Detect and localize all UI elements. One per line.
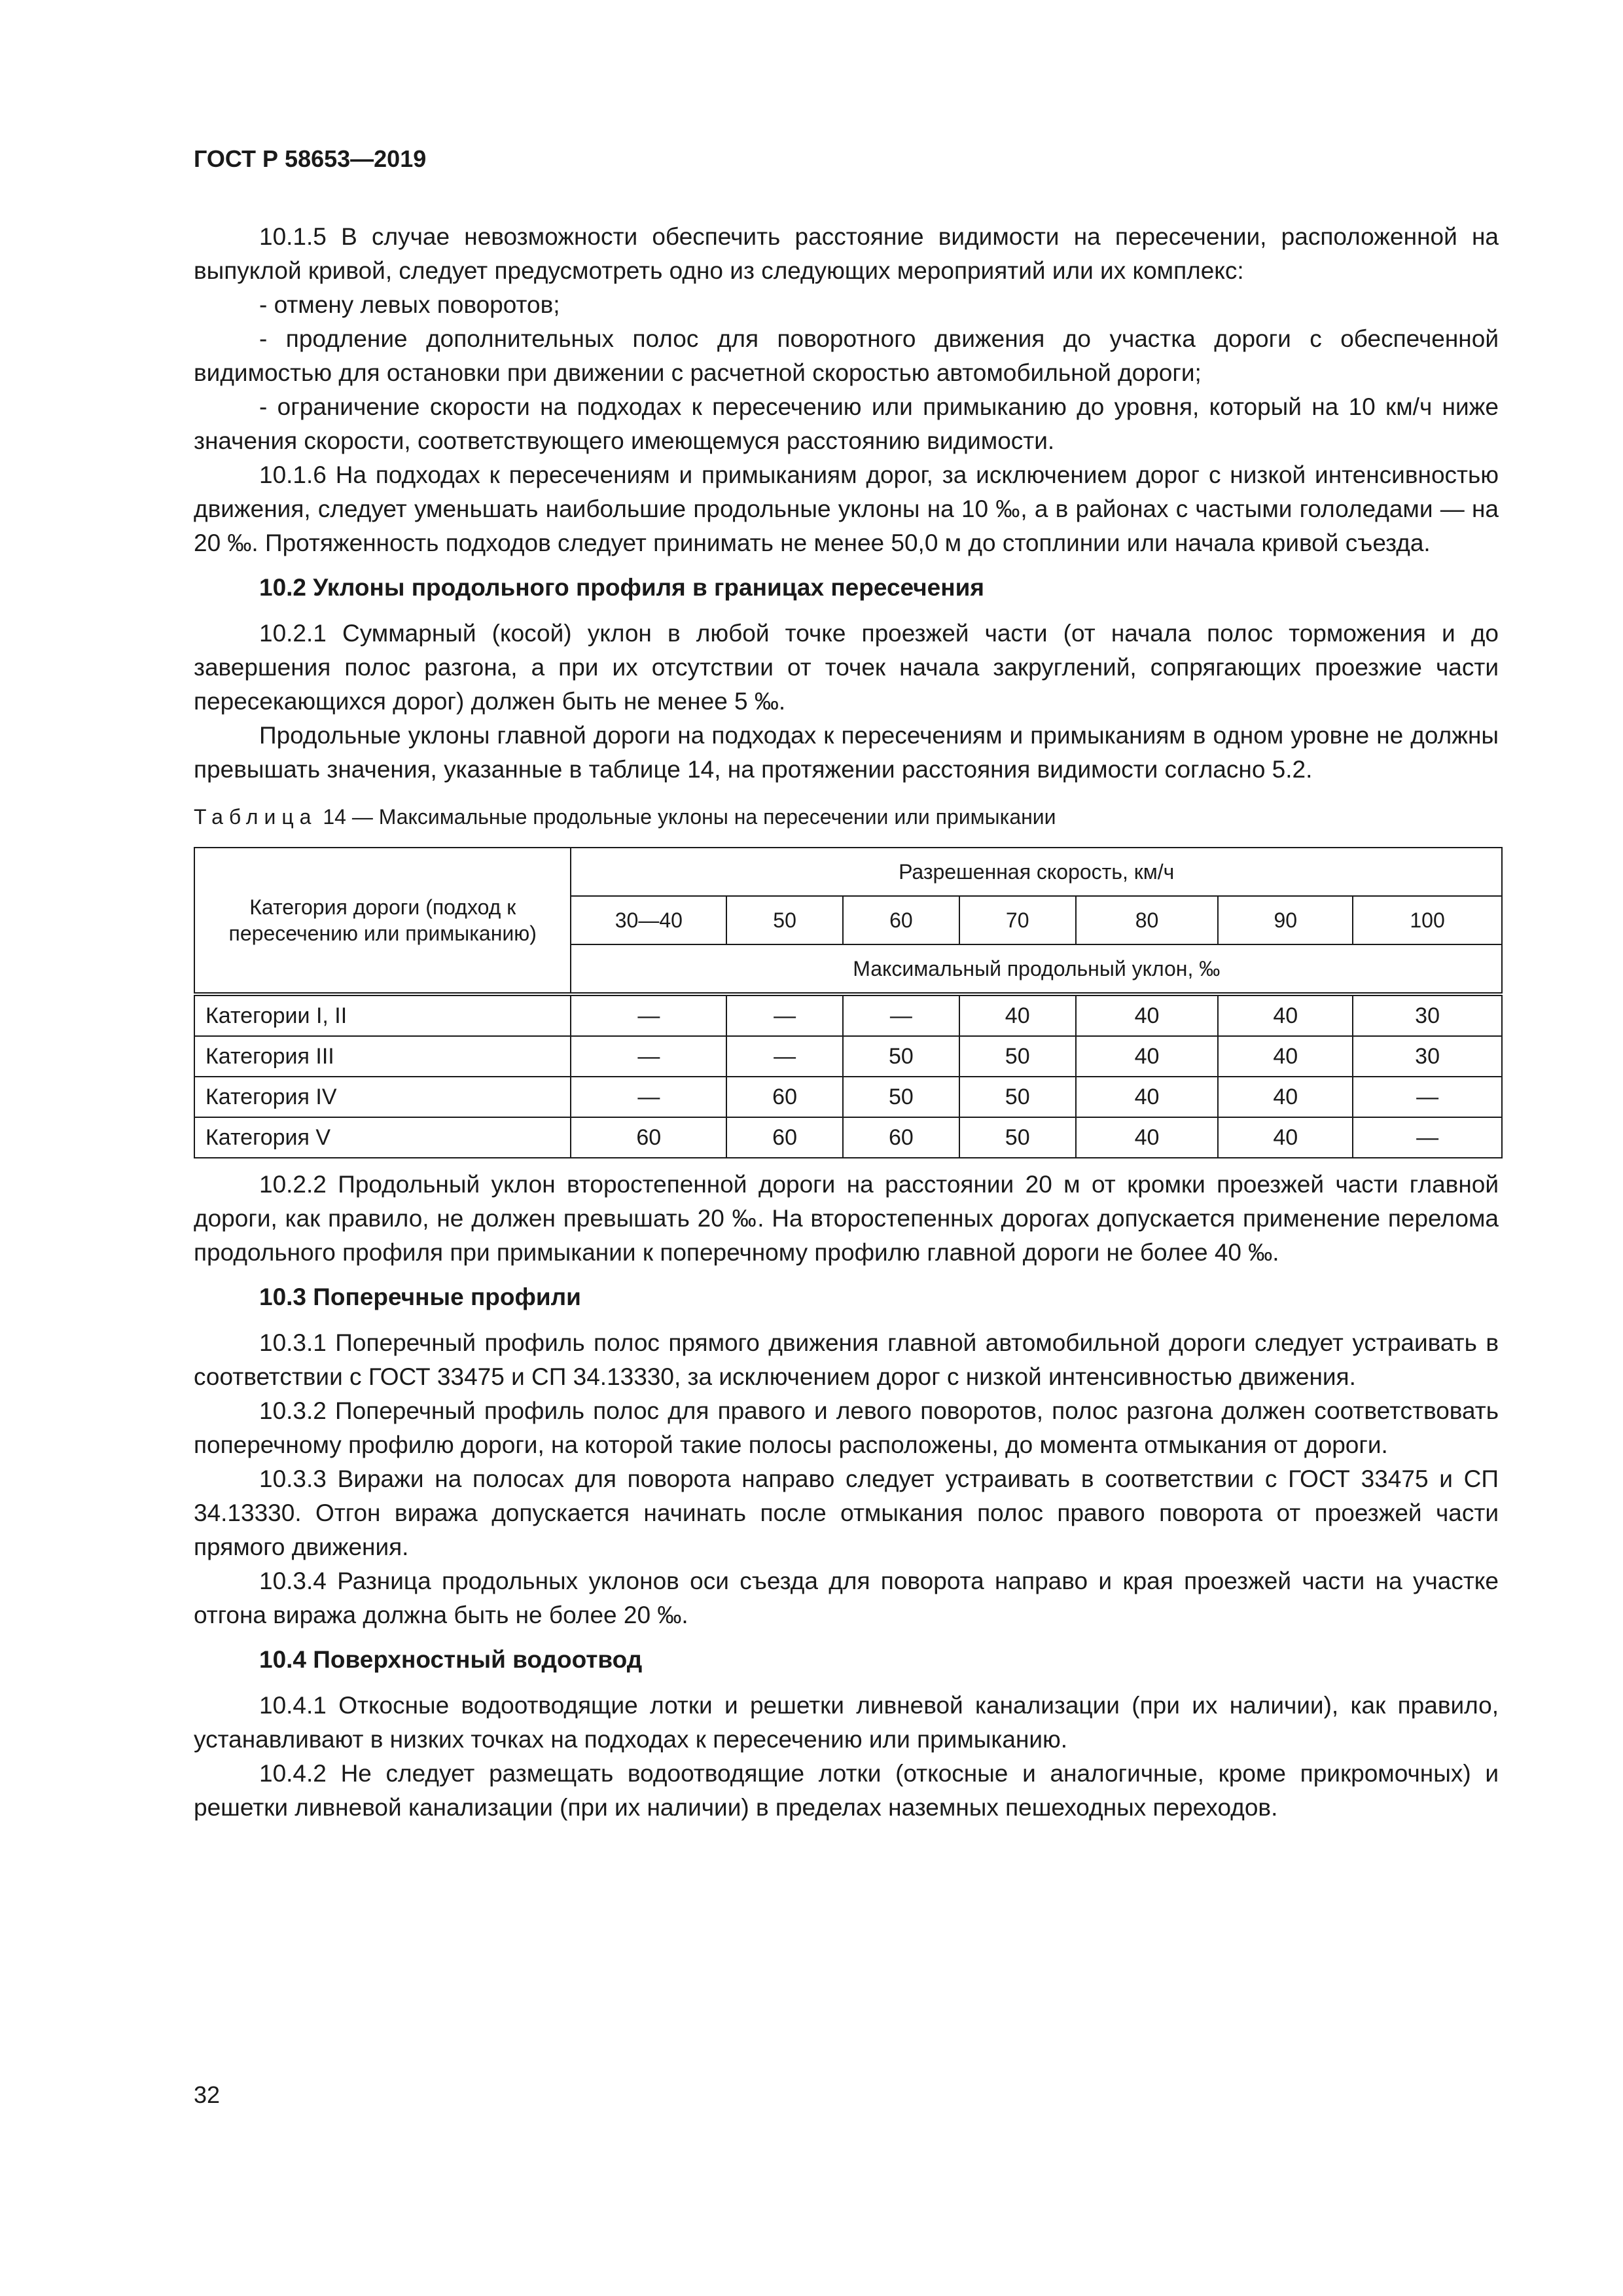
list-item: - продление дополнительных полос для поворотного движения до участка дороги с обеспеченной видимостью для остановки при движении с расчетной скоростью автомобильной дороги; — [194, 325, 1499, 386]
value-cell: 50 — [959, 1036, 1076, 1077]
value-cell: — — [843, 994, 959, 1036]
table-caption — [194, 802, 1499, 831]
table-caption-word: Таблица — [194, 805, 317, 829]
paragraph-10-2-1: 10.2.1 Суммарный (косой) уклон в любой точке проезжей части (от начала полос торможения и до завершения полос разгона, а при их отсутствии от точек начала закруглений, сопрягающих проезжие части пересекающихся дорог) должен быть не менее 5 ‰. — [194, 620, 1499, 715]
speed-cell: 50 — [726, 896, 843, 944]
value-cell: 60 — [843, 1117, 959, 1158]
category-cell: Категория IV — [194, 1077, 571, 1117]
value-cell: 50 — [843, 1036, 959, 1077]
paragraph-10-4-2: 10.4.2 Не следует размещать водоотводящие лотки (откосные и аналогичные, кроме прикромочных) и решетки ливневой канализации (при их наличии) в пределах наземных пешеходных переходов. — [194, 1760, 1499, 1821]
value-cell: 40 — [1076, 1077, 1219, 1117]
paragraph-10-3-3: 10.3.3 Виражи на полосах для поворота направо следует устраивать в соответствии с ГОСТ 33475 и СП 34.13330. Отгон виража допускается начинать после отмыкания полос правого поворота от проезжей части прямого движения. — [194, 1465, 1499, 1560]
value-cell: — — [571, 994, 726, 1036]
value-cell: — — [1353, 1117, 1502, 1158]
standard-code-header: ГОСТ Р 58653—2019 — [194, 145, 427, 172]
value-cell: 40 — [1218, 1036, 1353, 1077]
value-cell: 40 — [1218, 1077, 1353, 1117]
list-item: - отмену левых поворотов; — [259, 291, 560, 318]
value-cell: 50 — [959, 1077, 1076, 1117]
paragraph-10-2-2: 10.2.2 Продольный уклон второстепенной дороги на расстоянии 20 м от кромки проезжей части главной дороги, как правило, не должен превышать 20 ‰. На второстепенных дорогах допускается применение перелома продольного профиля при примыкании к поперечному профилю главной дороги не более 40 ‰. — [194, 1171, 1499, 1266]
value-cell: 40 — [1218, 994, 1353, 1036]
value-cell: 60 — [726, 1077, 843, 1117]
speed-cell: 100 — [1353, 896, 1502, 944]
table-row — [194, 1036, 1502, 1077]
value-cell: 40 — [1076, 994, 1219, 1036]
section-heading-10-2: 10.2 Уклоны продольного профиля в границах пересечения — [259, 574, 984, 601]
category-cell: Категория V — [194, 1117, 571, 1158]
value-cell: 30 — [1353, 994, 1502, 1036]
value-cell: 40 — [959, 994, 1076, 1036]
value-cell: 40 — [1218, 1117, 1353, 1158]
document-body — [194, 220, 1499, 1825]
table-row — [194, 1077, 1502, 1117]
value-cell: — — [726, 994, 843, 1036]
value-cell: — — [726, 1036, 843, 1077]
value-cell: — — [571, 1077, 726, 1117]
table-caption-text: 14 — Максимальные продольные уклоны на пересечении или примыкании — [317, 805, 1056, 829]
speed-cell: 60 — [843, 896, 959, 944]
category-cell: Категория III — [194, 1036, 571, 1077]
speed-cell: 90 — [1218, 896, 1353, 944]
paragraph-10-4-1: 10.4.1 Откосные водоотводящие лотки и решетки ливневой канализации (при их наличии), как правило, устанавливают в низких точках на подходах к пересечению или примыканию. — [194, 1692, 1499, 1753]
category-cell: Категории I, II — [194, 994, 571, 1036]
table-row — [194, 994, 1502, 1036]
value-cell: 50 — [843, 1077, 959, 1117]
value-cell: 60 — [726, 1117, 843, 1158]
paragraph-10-1-6: 10.1.6 На подходах к пересечениям и примыканиям дорог, за исключением дорог с низкой интенсивностью движения, следует уменьшать наибольшие продольные уклоны на 10 ‰, а в районах с частыми гололедами — на 20 ‰. Протяженность подходов следует принимать не менее 50,0 м до стоплинии или начала кривой съезда. — [194, 461, 1499, 556]
value-cell: 30 — [1353, 1036, 1502, 1077]
value-cell: 60 — [571, 1117, 726, 1158]
paragraph-longitudinal-slopes: Продольные уклоны главной дороги на подходах к пересечениям и примыканиям в одном уровне не должны превышать значения, указанные в таблице 14, на протяжении расстояния видимости согласно 5.2. — [194, 722, 1499, 783]
value-cell: 40 — [1076, 1117, 1219, 1158]
speed-cell: 30—40 — [571, 896, 726, 944]
speed-cell: 80 — [1076, 896, 1219, 944]
value-cell: 40 — [1076, 1036, 1219, 1077]
page-number: 32 — [194, 2081, 221, 2108]
table-row — [194, 1117, 1502, 1158]
value-cell: 50 — [959, 1117, 1076, 1158]
row-header-cell: Категория дороги (подход к пересечению или примыканию) — [194, 848, 571, 994]
section-heading-10-4: 10.4 Поверхностный водоотвод — [259, 1646, 643, 1673]
paragraph-10-3-1: 10.3.1 Поперечный профиль полос прямого движения главной автомобильной дороги следует устраивать в соответствии с ГОСТ 33475 и СП 34.13330, за исключением дорог с низкой интенсивностью движения. — [194, 1329, 1499, 1390]
list-item: - ограничение скорости на подходах к пересечению или примыканию до уровня, который на 10 км/ч ниже значения скорости, соответствующего имеющемуся расстоянию видимости. — [194, 393, 1499, 454]
table-14 — [194, 847, 1503, 1158]
value-cell: — — [1353, 1077, 1502, 1117]
speed-header-cell: Разрешенная скорость, км/ч — [571, 848, 1502, 896]
paragraph-10-1-5: 10.1.5 В случае невозможности обеспечить расстояние видимости на пересечении, расположенной на выпуклой кривой, следует предусмотреть одно из следующих мероприятий или их комплекс: — [194, 223, 1499, 284]
slope-header-cell: Максимальный продольный уклон, ‰ — [571, 944, 1502, 994]
speed-cell: 70 — [959, 896, 1076, 944]
section-heading-10-3: 10.3 Поперечные профили — [259, 1283, 581, 1310]
paragraph-10-3-2: 10.3.2 Поперечный профиль полос для правого и левого поворотов, полос разгона должен соответствовать поперечному профилю дороги, на которой такие полосы расположены, до момента отмыкания от дороги. — [194, 1397, 1499, 1458]
value-cell: — — [571, 1036, 726, 1077]
paragraph-10-3-4: 10.3.4 Разница продольных уклонов оси съезда для поворота направо и края проезжей части на участке отгона виража должна быть не более 20 ‰. — [194, 1568, 1499, 1628]
